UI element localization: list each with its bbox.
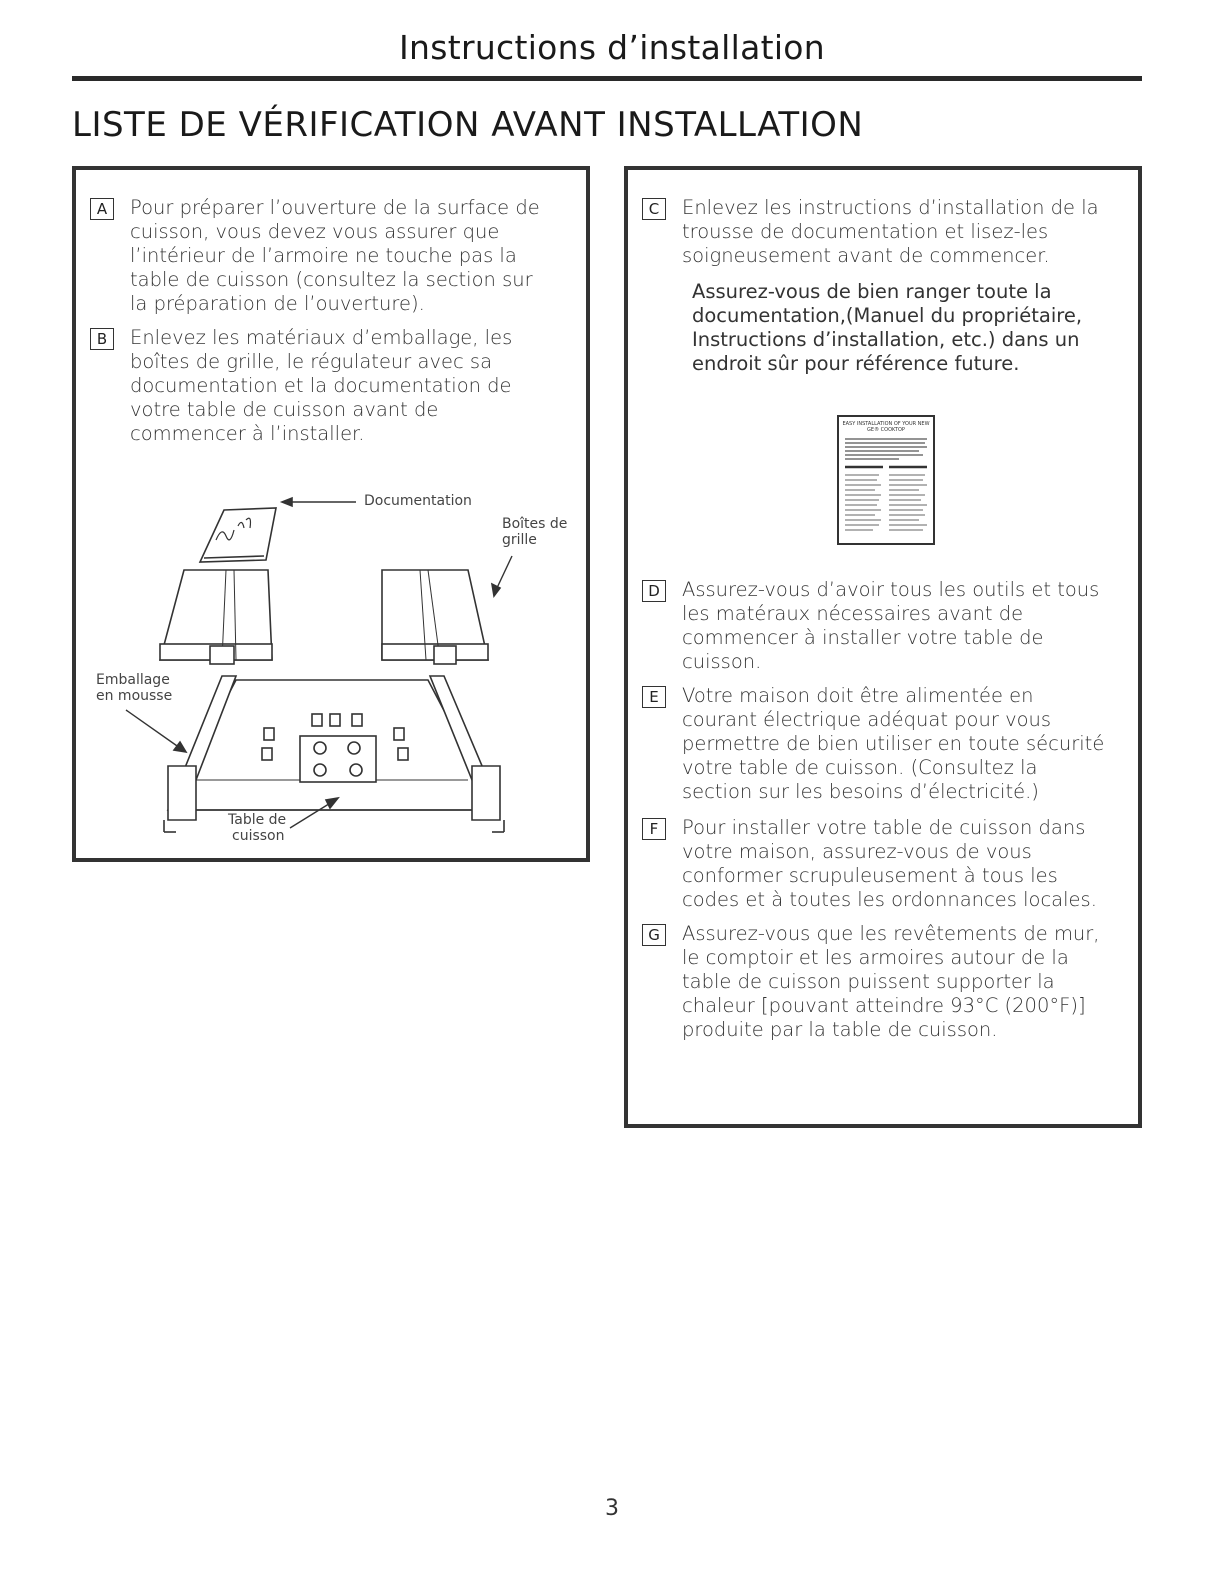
label-table-line1: Table de: [228, 812, 287, 828]
item-letter-badge: E: [642, 686, 666, 708]
thumbnail-title: EASY INSTALLATION OF YOUR NEW GE® COOKTOP: [842, 421, 930, 433]
checklist-item-b: [90, 326, 560, 446]
installation-guide-thumbnail: [837, 415, 935, 545]
item-letter-badge: G: [642, 924, 666, 946]
grille-box-left-drawing: [160, 570, 272, 664]
item-letter-badge: A: [90, 198, 114, 220]
checklist-item-a: [90, 196, 560, 316]
item-text: Enlevez les matériaux d’emballage, les boîtes de grille, le régulateur avec sa documentation et la documentation de votre table de cuisson avant de commencer à l’installer.: [130, 326, 513, 445]
label-boites-line2: grille: [502, 532, 537, 548]
checklist-item-g: [642, 922, 1122, 1042]
right-checklist-box: [624, 166, 1142, 1128]
item-text: Assurez-vous que les revêtements de mur, le comptoir et les armoires autour de la table de cuisson puissent supporter la chaleur [pouvant atteindre 93°C (200°F)] produite par la table de cuisson.: [682, 922, 1100, 1041]
documentation-packet-drawing: [200, 508, 276, 562]
checklist-item-d: [642, 578, 1122, 674]
thumbnail-text-lines: [839, 433, 933, 541]
item-text: Enlevez les instructions d’installation de la trousse de documentation et lisez-les soigneusement avant de commencer.: [682, 196, 1099, 267]
item-text: Pour installer votre table de cuisson dans votre maison, assurez-vous de vous conformer scrupuleusement à tous les codes et à toutes les ordonnances locales.: [682, 816, 1097, 911]
cooktop-drawing: [164, 676, 504, 832]
checklist-item-f: [642, 816, 1122, 912]
item-text: Pour préparer l’ouverture de la surface de cuisson, vous devez vous assurer que l’intérieur de l’armoire ne touche pas la table de cuisson (consultez la section sur la préparation de l’ouverture).: [130, 196, 540, 315]
checklist-item-e: [642, 684, 1122, 804]
checklist-item-c: [642, 196, 1122, 268]
item-text: Assurez-vous d’avoir tous les outils et tous les matéraux nécessaires avant de commencer à installer votre table de cuisson.: [682, 578, 1100, 673]
item-letter-badge: F: [642, 818, 666, 840]
grille-box-right-drawing: [382, 570, 488, 664]
page-number: 3: [605, 1496, 619, 1521]
section-title: LISTE DE VÉRIFICATION AVANT INSTALLATION: [72, 105, 864, 145]
item-text: Votre maison doit être alimentée en courant électrique adéquat pour vous permettre de bien utiliser en toute sécurité votre table de cuisson. (Consultez la section sur les besoins d’électricité.): [682, 684, 1105, 803]
label-documentation: Documentation: [364, 493, 472, 509]
page-header-title: Instructions d’installation: [398, 28, 826, 67]
item-letter-badge: B: [90, 328, 114, 350]
documentation-storage-note: Assurez-vous de bien ranger toute la documentation,(Manuel du propriétaire, Instructions d’installation, etc.) dans un endroit sûr pour référence future.: [692, 280, 1083, 375]
label-table-line2: cuisson: [232, 828, 285, 844]
label-emballage-line1: Emballage: [96, 672, 170, 688]
label-boites-line1: Boîtes de: [502, 516, 568, 532]
left-checklist-box: [72, 166, 590, 862]
item-letter-badge: D: [642, 580, 666, 602]
header-rule: [72, 76, 1142, 81]
label-emballage-line2: en mousse: [96, 688, 173, 704]
item-letter-badge: C: [642, 198, 666, 220]
